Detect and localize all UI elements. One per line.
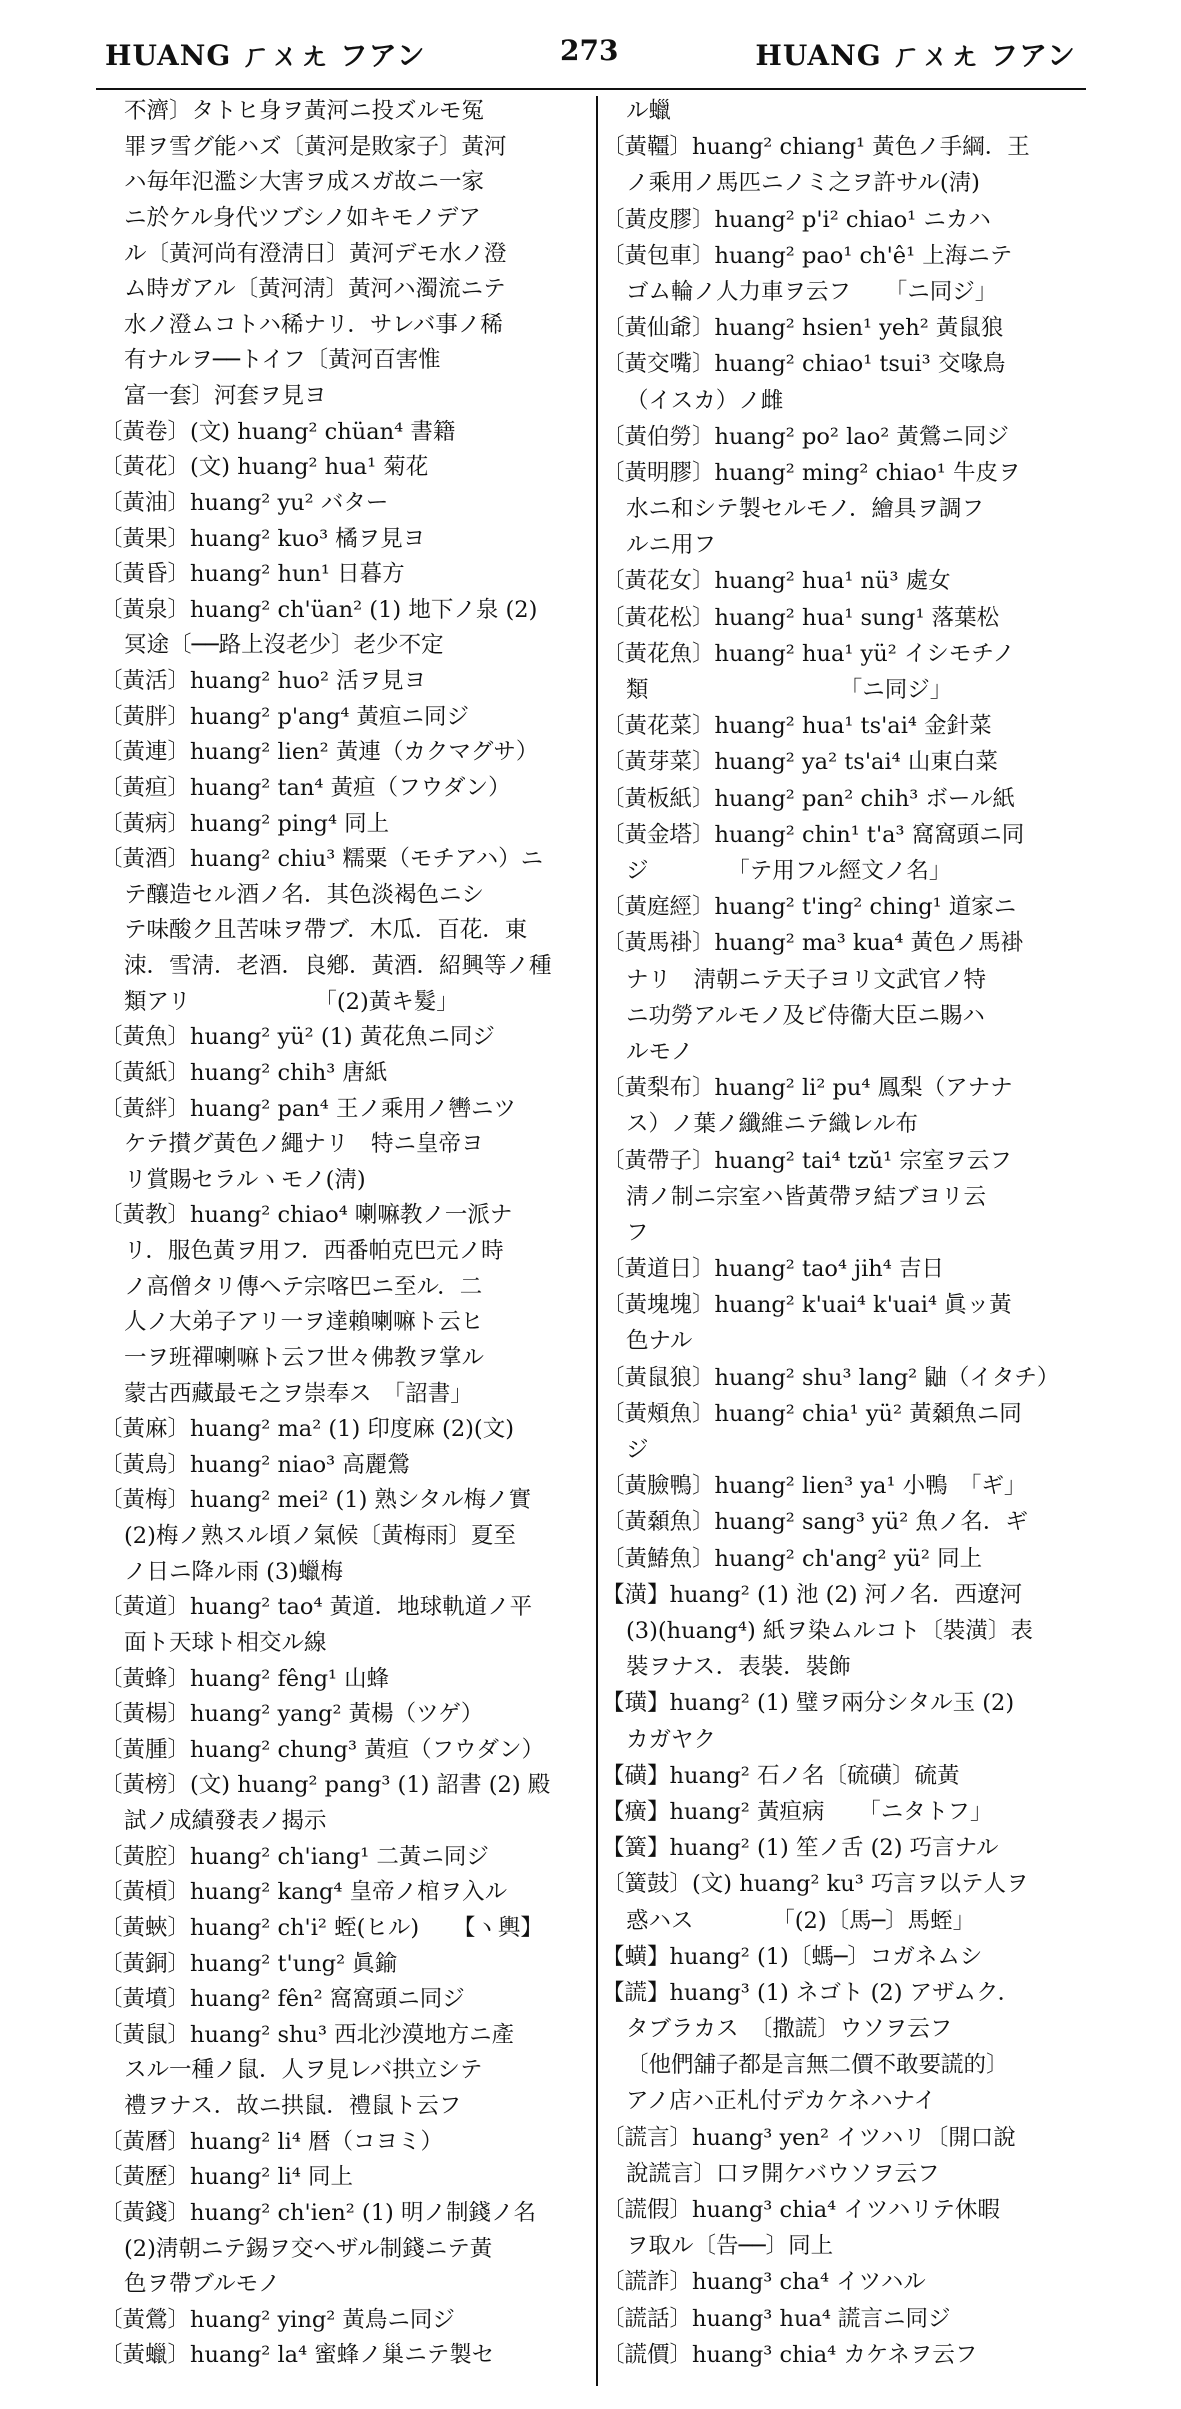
- entry-line: 〔黃板紙〕huang² pan² chih³ ボール紙: [602, 785, 1015, 812]
- entry-continuation-line: リ．服色黃ヲ用フ．西番帕克巴元ノ時: [124, 1238, 504, 1264]
- entry-continuation-line: テ釀造セル酒ノ名．其色淡褐色ニシ: [124, 881, 485, 908]
- header-right-heading: HUANG ㄏㄨㄤ フアン: [755, 39, 1076, 72]
- entry-line: 〔黃庭經〕huang² t'ing² ching¹ 道家ニ: [602, 894, 1017, 921]
- entry-line: 〔黃油〕huang² yu² バター: [100, 489, 389, 516]
- entry-continuation-line: 蒙古西藏最モ之ヲ崇奉ス 「詔書」: [124, 1380, 473, 1407]
- entry-line: 〔黃連〕huang² lien² 黃連（カクマグサ）: [100, 739, 539, 766]
- entry-continuation-line: タブラカス 〔撒謊〕ウソヲ云フ: [626, 2016, 953, 2043]
- entry-line: 〔黃活〕huang² huo² 活ヲ見ヨ: [100, 668, 427, 694]
- entry-continuation-line: ジ: [626, 1437, 649, 1464]
- entry-line: 〔謊假〕huang³ chia⁴ イツハリテ休暇: [602, 2197, 1000, 2224]
- entry-continuation-line: 類 「ニ同ジ」: [626, 677, 953, 704]
- entry-line: 〔黃伯勞〕huang² po² lao² 黃鶯ニ同ジ: [602, 423, 1009, 450]
- entry-continuation-line: ノ日ニ降ル雨 (3)蠟梅: [124, 1558, 344, 1585]
- entry-line: 〔黃道日〕huang² tao⁴ jih⁴ 吉日: [602, 1256, 944, 1283]
- entry-line: 【癀】huang² 黃疸病 「ニタトフ」: [602, 1798, 993, 1825]
- entry-line: 〔黃果〕huang² kuo³ 橘ヲ見ヨ: [100, 525, 426, 552]
- entry-continuation-line: 色ヲ帶ブルモノ: [124, 2271, 281, 2298]
- entry-line: 【蟥】huang² (1)〔螞─〕コガネムシ: [602, 1943, 983, 1970]
- entry-continuation-line: ル〔黃河尚有澄淸日〕黃河デモ水ノ澄: [124, 240, 507, 267]
- entry-line: 【璜】huang² (1) 璧ヲ兩分シタル玉 (2): [602, 1690, 1015, 1717]
- entry-line: 〔黃芽菜〕huang² ya² ts'ai⁴ 山東白菜: [602, 749, 998, 776]
- entry-line: 〔黃泉〕huang² ch'üan² (1) 地下ノ泉 (2): [100, 596, 538, 623]
- entry-line: 〔黃仙爺〕huang² hsien¹ yeh² 黃鼠狼: [602, 315, 1004, 342]
- entry-continuation-line: 冥途〔──路上沒老少〕老少不定: [124, 632, 444, 659]
- entry-line: 〔黃腫〕huang² chung³ 黃疸（フウダン）: [100, 1736, 545, 1763]
- entry-line: 〔謊言〕huang³ yen² イツハリ〔開口說: [602, 2124, 1016, 2151]
- entry-line: 〔黃蛺〕huang² ch'i² 蛭(ヒル) 【ヽ輿】: [100, 1914, 543, 1941]
- entry-line: 〔黃墳〕huang² fên² 窩窩頭ニ同ジ: [100, 1986, 465, 2013]
- entry-continuation-line: (2)淸朝ニテ錫ヲ交ヘザル制錢ニテ黃: [124, 2235, 493, 2262]
- entry-continuation-line: 人ノ大弟子アリ一ヲ達賴喇嘛ト云ヒ: [124, 1309, 484, 1336]
- entry-line: 〔黃酒〕huang² chiu³ 糯粟（モチアハ）ニ: [100, 846, 544, 873]
- entry-continuation-line: 一ヲ班禪喇嘛ト云フ世々佛教ヲ掌ル: [124, 1344, 485, 1371]
- left-column: [96, 96, 598, 2386]
- entry-line: 〔黃鳥〕huang² niao³ 高麗鶯: [100, 1451, 410, 1478]
- entry-line: 〔謊價〕huang³ chia⁴ カケネヲ云フ: [602, 2341, 978, 2368]
- entry-line: 〔黃鼠狼〕huang² shu³ lang² 鼬（イタチ）: [602, 1364, 1060, 1391]
- entry-line: 〔黃花魚〕huang² hua¹ yü² イシモチノ: [602, 640, 1015, 667]
- entry-continuation-line: ル蠟: [626, 98, 672, 124]
- entry-continuation-line: (3)(huang⁴) 紙ヲ染ムルコト〔裝潢〕表: [626, 1618, 1033, 1644]
- entry-line: 〔黃花女〕huang² hua¹ nü³ 處女: [602, 568, 951, 595]
- entry-continuation-line: 水ノ澄ムコトハ稀ナリ．サレバ事ノ稀: [124, 311, 503, 338]
- entry-continuation-line: アノ店ハ正札付デカケネハナイ: [626, 2088, 937, 2115]
- entry-line: 〔黃明膠〕huang² ming² chiao¹ 牛皮ヲ: [602, 459, 1021, 486]
- entry-continuation-line: ゴム輪ノ人力車ヲ云フ 「ニ同ジ」: [626, 278, 998, 305]
- entry-continuation-line: ケテ攅グ黃色ノ繩ナリ 特ニ皇帝ヨ: [124, 1131, 484, 1158]
- entry-continuation-line: 類アリ 「(2)黃キ髮」: [124, 988, 459, 1015]
- entry-continuation-line: 試ノ成績發表ノ揭示: [124, 1808, 327, 1834]
- entry-continuation-line: ノ高僧タリ傳ヘテ宗喀巴ニ至ル．二: [124, 1273, 483, 1300]
- entry-line: 〔黃教〕huang² chiao⁴ 喇嘛教ノ一派ナ: [100, 1202, 513, 1229]
- entry-line: 〔黃錢〕huang² ch'ien² (1) 明ノ制錢ノ名: [100, 2199, 536, 2226]
- entry-line: 〔黃病〕huang² ping⁴ 同上: [100, 810, 390, 837]
- entry-continuation-line: テ味酸ク且苦味ヲ帶ブ．木瓜．百花．東: [124, 917, 528, 944]
- entry-continuation-line: ナリ 淸朝ニテ天子ヨリ文武官ノ特: [626, 966, 987, 993]
- entry-line: 〔黃臉鴨〕huang² lien³ ya¹ 小鴨 「ギ」: [602, 1473, 1027, 1500]
- entry-line: 〔黃花〕(文) huang² hua¹ 菊花: [100, 454, 429, 481]
- entry-continuation-line: 淸ノ制ニ宗室ハ皆黃帶ヲ結ブヨリ云: [626, 1183, 987, 1210]
- entry-line: 〔黃蜂〕huang² fêng¹ 山蜂: [100, 1665, 390, 1692]
- entry-continuation-line: 惑ハス 「(2)〔馬─〕馬蛭」: [626, 1907, 976, 1934]
- entry-line: 〔黃卷〕(文) huang² chüan⁴ 書籍: [100, 418, 456, 445]
- entry-line: 〔黃韁〕huang² chiang¹ 黃色ノ手綱．王: [602, 134, 1030, 161]
- entry-line: 〔黃銅〕huang² t'ung² 眞鍮: [100, 1950, 398, 1977]
- entry-line: 〔黃絆〕huang² pan⁴ 王ノ乘用ノ轡ニツ: [100, 1095, 516, 1122]
- entry-line: 〔謊詐〕huang³ cha⁴ イツハル: [602, 2269, 926, 2296]
- entry-continuation-line: ヲ取ル〔告──〕同上: [626, 2233, 834, 2260]
- entry-continuation-line: ニ功勞アルモノ及ビ侍衞大臣ニ賜ハ: [626, 1002, 985, 1029]
- entry-continuation-line: フ: [626, 1219, 649, 1246]
- entry-line: 〔黃金塔〕huang² chin¹ t'a³ 窩窩頭ニ同: [602, 821, 1025, 848]
- entry-continuation-line: ノ乘用ノ馬匹ニノミ之ヲ許サル(淸): [626, 170, 980, 197]
- entry-continuation-line: ニ於ケル身代ツブシノ如キモノデア: [124, 204, 481, 231]
- entry-continuation-line: （イスカ）ノ雌: [626, 387, 784, 414]
- entry-line: 〔黃道〕huang² tao⁴ 黃道．地球軌道ノ平: [100, 1594, 533, 1621]
- entry-line: 〔黃顙魚〕huang² sang³ yü² 魚ノ名．ギ: [602, 1509, 1028, 1536]
- entry-line: 〔黃皮膠〕huang² p'i² chiao¹ ニカハ: [602, 206, 991, 233]
- entry-line: 【磺】huang² 石ノ名〔硫磺〕硫黃: [602, 1762, 960, 1789]
- entry-line: 〔黃包車〕huang² pao¹ ch'ê¹ 上海ニテ: [602, 242, 1013, 269]
- entry-continuation-line: 說謊言〕口ヲ開ケバウソヲ云フ: [626, 2160, 940, 2187]
- entry-line: 〔黃花松〕huang² hua¹ sung¹ 落葉松: [602, 604, 1000, 631]
- entry-continuation-line: リ賞賜セラルヽモノ(淸): [124, 1166, 366, 1193]
- entry-line: 〔黃昏〕huang² hun¹ 日暮方: [100, 561, 405, 588]
- entry-line: 〔黃梅〕huang² mei² (1) 熟シタル梅ノ實: [100, 1487, 532, 1514]
- entry-line: 〔黃鶯〕huang² ying² 黃鳥ニ同ジ: [100, 2306, 455, 2333]
- entry-continuation-line: ジ 「テ用フル經文ノ名」: [626, 858, 952, 884]
- entry-line: 〔黃腔〕huang² ch'iang¹ 二黃ニ同ジ: [100, 1843, 489, 1870]
- entry-continuation-line: 水ニ和シテ製セルモノ．繪具ヲ調フ: [626, 496, 984, 523]
- entry-line: 【謊】huang³ (1) ネゴト (2) アザムク．: [602, 1979, 1021, 2006]
- entry-line: 〔黃歷〕huang² li⁴ 同上: [100, 2164, 354, 2191]
- entry-line: 〔謊話〕huang³ hua⁴ 謊言ニ同ジ: [602, 2305, 951, 2332]
- entry-continuation-line: 有ナルヲ──トイフ〔黃河百害惟: [124, 347, 441, 374]
- entry-line: 〔黃交嘴〕huang² chiao¹ tsui³ 交喙鳥: [602, 351, 1006, 378]
- entry-line: 〔黃梨布〕huang² li² pu⁴ 鳳梨（アナナ: [602, 1075, 1013, 1102]
- right-column: [598, 96, 1088, 2386]
- entry-line: 〔黃帶子〕huang² tai⁴ tzŭ¹ 宗室ヲ云フ: [602, 1147, 1012, 1174]
- entry-line: 〔黃頰魚〕huang² chia¹ yü² 黃顙魚ニ同: [602, 1400, 1022, 1427]
- entry-line: 〔黃胖〕huang² p'ang⁴ 黃疸ニ同ジ: [100, 703, 470, 730]
- entry-continuation-line: 〔他們舖子都是言無二價不敢要謊的〕: [626, 2052, 1009, 2079]
- entry-continuation-line: 罪ヲ雪グ能ハズ〔黃河是敗家子〕黃河: [124, 133, 507, 160]
- entry-continuation-line: ルニ用フ: [626, 532, 717, 559]
- entry-line: 〔黃鰆魚〕huang² ch'ang² yü² 同上: [602, 1545, 983, 1572]
- header-rule: [96, 88, 1086, 90]
- entry-line: 【簧】huang² (1) 笙ノ舌 (2) 巧言ナル: [602, 1835, 999, 1862]
- entry-continuation-line: 面ト天球ト相交ル線: [124, 1629, 327, 1656]
- entry-line: 〔黃花菜〕huang² hua¹ ts'ai⁴ 金針菜: [602, 713, 992, 740]
- entry-line: 〔黃麻〕huang² ma² (1) 印度麻 (2)(文): [100, 1416, 514, 1443]
- entry-continuation-line: ルモノ: [626, 1038, 694, 1065]
- entry-line: 〔黃馬褂〕huang² ma³ kua⁴ 黃色ノ馬褂: [602, 930, 1024, 957]
- entry-line: 〔黃疸〕huang² tan⁴ 黃疸（フウダン）: [100, 774, 511, 801]
- entry-continuation-line: ス）ノ葉ノ纖維ニテ織レル布: [626, 1111, 918, 1138]
- entry-continuation-line: 不濟〕タトヒ身ヲ黃河ニ投ズルモ冤: [124, 98, 485, 124]
- entry-continuation-line: ハ毎年氾濫シ大害ヲ成スガ故ニ一家: [124, 169, 485, 196]
- entry-continuation-line: カガヤク: [626, 1726, 717, 1753]
- entry-line: 〔黃榜〕(文) huang² pang³ (1) 詔書 (2) 殿: [100, 1772, 551, 1799]
- entry-continuation-line: 洓．雪淸．老酒．良鄕．黃酒．紹興等ノ種: [124, 953, 552, 979]
- entry-continuation-line: (2)梅ノ熟スル頃ノ氣候〔黃梅雨〕夏至: [124, 1523, 516, 1549]
- entry-continuation-line: 裝ヲナス．表裝．裝飾: [626, 1654, 851, 1681]
- header-left-heading: HUANG ㄏㄨㄤ フアン: [105, 39, 426, 72]
- entry-line: 〔黃楊〕huang² yang² 黃楊（ツゲ）: [100, 1701, 484, 1728]
- entry-continuation-line: ム時ガアル〔黃河淸〕黃河ハ濁流ニテ: [124, 276, 506, 303]
- entry-continuation-line: スル一種ノ鼠．人ヲ見レバ拱立シテ: [124, 2057, 483, 2084]
- entry-line: 〔黃塊塊〕huang² k'uai⁴ k'uai⁴ 眞ッ黃: [602, 1292, 1012, 1319]
- page-header: [0, 0, 1181, 80]
- entry-line: 〔黃魚〕huang² yü² (1) 黃花魚ニ同ジ: [100, 1024, 495, 1051]
- entry-line: 〔黃紙〕huang² chih³ 唐紙: [100, 1059, 388, 1086]
- entry-line: 〔黃鼠〕huang² shu³ 西北沙漠地方ニ產: [100, 2021, 515, 2048]
- entry-line: 〔黃曆〕huang² li⁴ 暦（コヨミ）: [100, 2128, 444, 2155]
- entry-continuation-line: 禮ヲナス．故ニ拱鼠．禮鼠ト云フ: [124, 2093, 462, 2119]
- entry-line: 〔黃蠟〕huang² la⁴ 蜜蜂ノ巢ニテ製セ: [100, 2342, 495, 2369]
- entry-line: 【潢】huang² (1) 池 (2) 河ノ名．西遼河: [602, 1581, 1023, 1608]
- entry-continuation-line: 色ナル: [626, 1328, 693, 1355]
- page-number: 273: [560, 34, 619, 67]
- entry-line: 〔簧鼓〕(文) huang² ku³ 巧言ヲ以テ人ヲ: [602, 1871, 1029, 1898]
- entry-line: 〔黃槓〕huang² kang⁴ 皇帝ノ棺ヲ入ル: [100, 1879, 508, 1906]
- entry-continuation-line: 富一套〕河套ヲ見ヨ: [124, 383, 327, 409]
